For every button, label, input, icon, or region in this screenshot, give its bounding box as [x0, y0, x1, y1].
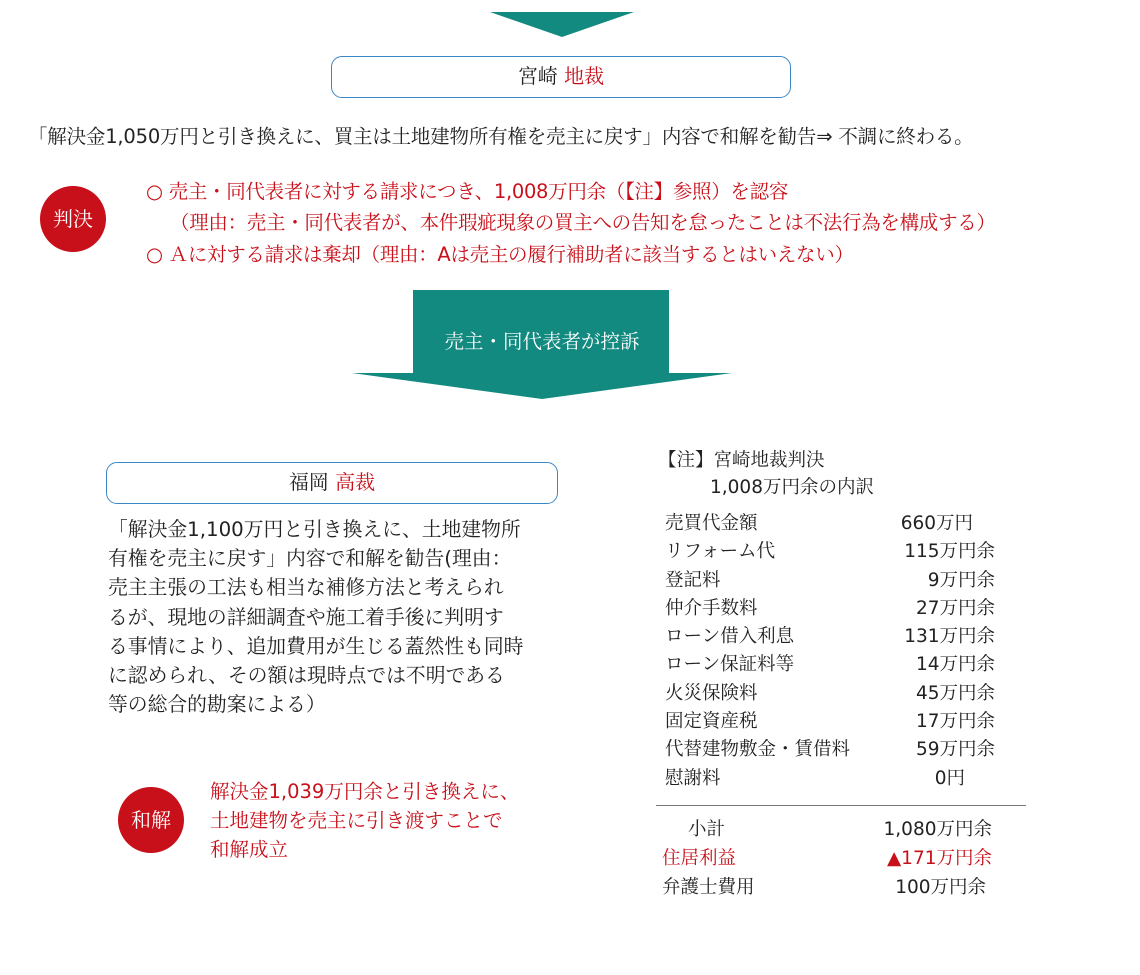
item-value: 27万円余 [915, 597, 995, 619]
subtotal-row [662, 815, 1002, 844]
court-type-district: 地裁 [564, 64, 605, 88]
item-value: 115万円余 [904, 541, 995, 563]
mediation-recommendation-district: 「解決金1,050万円と引き換えに、買主は土地建物所有権を売主に戻す」内容で和解を勧告⇒ 不調に終わる。 [28, 125, 974, 148]
breakdown-row [665, 623, 1005, 651]
recommendation-line: 「解決金1,100万円と引き換えに、土地建物所 [108, 518, 521, 541]
item-name: 売買代金額 [665, 513, 758, 534]
item-value: 131万円余 [904, 626, 995, 648]
breakdown-row [665, 680, 1005, 708]
item-name: リフォーム代 [665, 541, 776, 563]
item-value: 0円 [934, 767, 965, 789]
breakdown-row [665, 595, 1005, 623]
miyazaki-district-court-box [331, 56, 791, 98]
judgment-line-1: ○ 売主・同代表者に対する請求につき、1,008万円余（【注】参照）を認容 [146, 180, 789, 203]
appeal-label: 売主・同代表者が控訴 [444, 330, 640, 353]
item-name: 代替建物敷金・賃借料 [665, 739, 851, 761]
subtotal-value: 1,080万円余 [883, 819, 992, 840]
breakdown-row [665, 510, 1005, 538]
recommendation-line: 等の総合的勘案による） [108, 693, 326, 717]
note-subtitle: 1,008万円余の内訳 [710, 477, 874, 498]
note-title: 【注】宮崎地裁判決 [658, 450, 825, 471]
recommendation-line: るが、現地の詳細調査や施工着手後に判明す [108, 605, 504, 629]
settlement-text [210, 777, 519, 864]
lawyer-fee-label: 弁護士費用 [662, 877, 755, 898]
settlement-line: 土地建物を売主に引き渡すことで [210, 809, 503, 832]
fukuoka-high-court-box [106, 462, 558, 504]
breakdown-row [665, 651, 1005, 679]
breakdown-divider [656, 805, 1026, 806]
housing-profit-row [662, 844, 1002, 873]
item-value: 14万円余 [915, 654, 995, 676]
item-name: ローン保証料等 [665, 654, 795, 676]
item-name: 登記料 [665, 569, 721, 591]
breakdown-row [665, 567, 1005, 595]
recommendation-line: 売主主張の工法も相当な補修方法と考えられ [108, 576, 504, 600]
recommendation-line: に認められ、その額は現時点では不明である [108, 664, 505, 688]
subtotal-label: 小計 [688, 819, 726, 840]
item-value: 59万円余 [915, 739, 995, 761]
breakdown-row [665, 708, 1005, 736]
lawyer-fee-row [662, 873, 1002, 902]
item-value: 45万円余 [915, 682, 995, 704]
settlement-line: 解決金1,039万円余と引き換えに、 [210, 780, 520, 803]
item-name: ローン借入利息 [665, 626, 795, 648]
housing-profit-label: 住居利益 [662, 848, 737, 869]
item-name: 仲介手数料 [665, 597, 758, 619]
court-name-fukuoka: 福岡 [288, 470, 329, 494]
court-name-miyazaki: 宮崎 [517, 64, 558, 88]
settlement-line: 和解成立 [210, 838, 289, 861]
housing-profit-value: ▲171万円余 [886, 848, 992, 869]
breakdown-row [665, 765, 1005, 793]
breakdown-row [665, 538, 1005, 566]
breakdown-list [665, 510, 1005, 793]
note-header [658, 447, 874, 501]
item-value: 17万円余 [915, 711, 995, 733]
item-name: 固定資産税 [665, 711, 758, 733]
breakdown-row [665, 736, 1005, 764]
recommendation-line: る事情により、追加費用が生じる蓋然性も同時 [108, 634, 524, 658]
item-name: 慰謝料 [665, 767, 721, 789]
top-down-arrow [490, 12, 634, 38]
recommendation-line: 有権を売主に戻す」内容で和解を勧告(理由： [108, 547, 512, 571]
high-court-recommendation [108, 515, 568, 719]
judgment-line-3: ○ Ａに対する請求は棄却（理由：Aは売主の履行補助者に該当するとはいえない） [146, 243, 854, 266]
judgment-line-2: （理由：売主・同代表者が、本件瑕疵現象の買主への告知を怠ったことは不法行為を構成する） [170, 211, 996, 234]
court-type-high: 高裁 [335, 470, 376, 494]
item-value: 660万円 [900, 513, 973, 534]
judgment-badge: 判決 [40, 186, 106, 252]
lawyer-fee-value: 100万円余 [895, 877, 986, 898]
totals-list [662, 815, 1002, 902]
item-value: 9万円余 [927, 569, 995, 591]
item-name: 火災保険料 [665, 682, 758, 704]
settlement-badge: 和解 [118, 787, 184, 853]
